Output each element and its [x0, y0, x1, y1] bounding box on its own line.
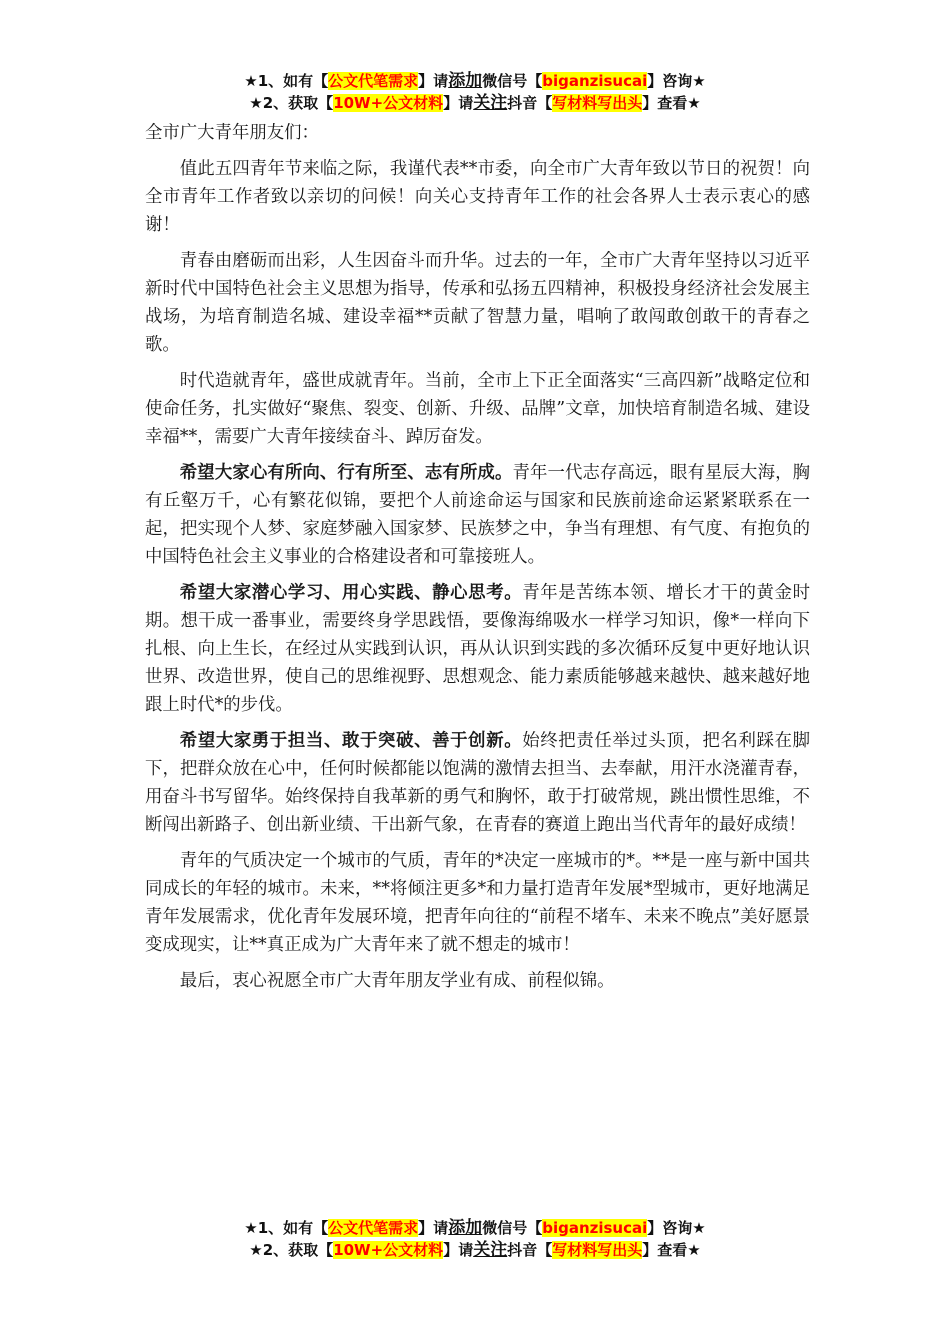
banner-text: ★1、如有【: [244, 1219, 329, 1237]
banner-text: 】请: [443, 94, 474, 112]
banner-emphasis: 添加: [448, 71, 483, 91]
banner-highlight: 写材料写出头: [552, 94, 643, 112]
banner-text: 抖音【: [507, 94, 553, 112]
banner-text: ★1、如有【: [244, 72, 329, 90]
banner-text: 】咨询★: [647, 72, 706, 90]
banner-text: 微信号【: [482, 1219, 543, 1237]
banner-highlight: 公文代笔需求: [328, 1219, 419, 1237]
banner-text: ★2、获取【: [249, 94, 334, 112]
banner-text: 抖音【: [507, 1241, 553, 1259]
banner-highlight: 写材料写出头: [552, 1241, 643, 1259]
paragraph-text: 青年是苦练本领、增长才干的黄金时期。想干成一番事业，需要终身学思践悟，要像海绵吸水一样学习知识，像*一样向下扎根、向上生长，在经过从实践到认识，再从认识到实践的多次循环反复中更好地认识世界、改造世界，使自己的思维视野、思想观念、能力素质能够越来越快、越来越好地跟上时代*的步伐。: [145, 583, 810, 715]
paragraph: [145, 727, 810, 839]
paragraph: 时代造就青年，盛世成就青年。当前，全市上下正全面落实“三高四新”战略定位和使命任务，扎实做好“聚焦、裂变、创新、升级、品牌”文章，加快培育制造名城、建设幸福**，需要广大青年接续奋斗、踔厉奋发。: [145, 371, 810, 447]
banner-text: 】咨询★: [647, 1219, 706, 1237]
paragraph: 青年的气质决定一个城市的气质，青年的*决定一座城市的*。**是一座与新中国共同成长的年轻的城市。未来，**将倾注更多*和力量打造青年发展*型城市，更好地满足青年发展需求，优化青年发展环境，把青年向往的“前程不堵车、未来不晚点”美好愿景变成现实，让**真正成为广大青年来了就不想走的城市！: [145, 851, 810, 955]
banner-text: 】查看★: [642, 1241, 701, 1259]
banner-highlight: 10W+公文材料: [333, 1241, 444, 1259]
footer-banner: [0, 1217, 950, 1261]
banner-line-1: [0, 1217, 950, 1239]
paragraph-text: 始终把责任举过头顶，把名利踩在脚下，把群众放在心中，任何时候都能以饱满的激情去担当、去奉献，用汗水浇灌青春，用奋斗书写留华。始终保持自我革新的勇气和胸怀，敢于打破常规，跳出惯性思维，不断闯出新路子、创出新业绩、干出新气象，在青春的赛道上跑出当代青年的最好成绩！: [145, 731, 810, 835]
banner-emphasis: 关注: [473, 93, 508, 113]
banner-emphasis: 添加: [448, 1218, 483, 1238]
banner-line-2: [0, 92, 950, 114]
banner-text: 微信号【: [482, 72, 543, 90]
closing-paragraph: 最后，衷心祝愿全市广大青年朋友学业有成、前程似锦。: [179, 971, 615, 991]
banner-highlight: biganzisucai: [542, 72, 648, 90]
paragraph: 值此五四青年节来临之际，我谨代表**市委，向全市广大青年致以节日的祝贺！向全市青年工作者致以亲切的问候！向关心支持青年工作的社会各界人士表示衷心的感谢！: [145, 159, 810, 235]
banner-highlight: 公文代笔需求: [328, 72, 419, 90]
paragraph-heading: 希望大家潜心学习、用心实践、静心思考。: [179, 583, 523, 603]
banner-text: 】请: [418, 1219, 449, 1237]
banner-text: 】请: [418, 72, 449, 90]
banner-text: ★2、获取【: [249, 1241, 334, 1259]
paragraph: 青春由磨砺而出彩，人生因奋斗而升华。过去的一年，全市广大青年坚持以习近平新时代中国特色社会主义思想为指导，传承和弘扬五四精神，积极投身经济社会发展主战场，为培育制造名城、建设幸福**贡献了智慧力量，唱响了敢闯敢创敢干的青春之歌。: [145, 251, 810, 355]
letter-body: [145, 119, 810, 1003]
banner-line-1: [0, 70, 950, 92]
banner-emphasis: 关注: [473, 1240, 508, 1260]
banner-line-2: [0, 1239, 950, 1261]
salutation: 全市广大青年朋友们：: [145, 123, 319, 143]
banner-text: 】查看★: [642, 94, 701, 112]
paragraph-heading: 希望大家勇于担当、敢于突破、善于创新。: [179, 731, 523, 751]
header-banner: [0, 70, 950, 114]
banner-text: 】请: [443, 1241, 474, 1259]
banner-highlight: 10W+公文材料: [333, 94, 444, 112]
paragraph: [145, 579, 810, 719]
paragraph-heading: 希望大家心有所向、行有所至、志有所成。: [179, 463, 513, 483]
paragraph-text: 青年一代志存高远，眼有星辰大海，胸有丘壑万千，心有繁花似锦，要把个人前途命运与国家和民族前途命运紧紧联系在一起，把实现个人梦、家庭梦融入国家梦、民族梦之中，争当有理想、有气度、有抱负的中国特色社会主义事业的合格建设者和可靠接班人。: [145, 463, 810, 567]
banner-highlight: biganzisucai: [542, 1219, 648, 1237]
paragraph: [145, 459, 810, 571]
